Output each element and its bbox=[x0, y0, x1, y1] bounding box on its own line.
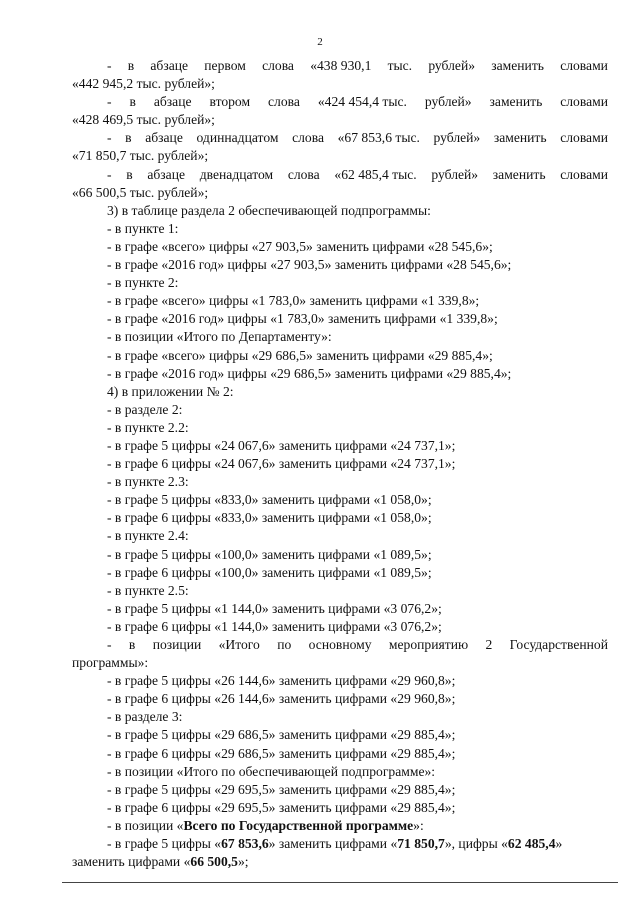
text-line bbox=[107, 835, 640, 853]
line-word: тыс. bbox=[387, 58, 413, 73]
line-word: 2 bbox=[485, 637, 493, 652]
line-word: по bbox=[277, 637, 292, 652]
line-word: заменить bbox=[493, 130, 547, 146]
line-word: заменить bbox=[492, 166, 546, 182]
text-line: - в графе 5 цифры «24 067,6» заменить цифрами «24 737,1»; bbox=[107, 437, 456, 453]
text-line bbox=[107, 129, 608, 147]
line-word: первом bbox=[204, 58, 246, 73]
line-text: - в графе 5 цифры « bbox=[107, 836, 222, 852]
line-word: «Итого bbox=[218, 637, 260, 652]
text-line: «442 945,2 тыс. рублей»; bbox=[72, 76, 215, 92]
text-line: - в графе «2016 год» цифры «27 903,5» заменить цифрами «28 545,6»; bbox=[107, 257, 512, 273]
text-line bbox=[107, 166, 608, 184]
text-line bbox=[107, 636, 608, 654]
bold-text: 71 850,7 bbox=[397, 836, 445, 852]
line-text: »: bbox=[413, 817, 424, 833]
line-word: рублей» bbox=[433, 130, 481, 146]
line-word: «67 853,6 тыс. bbox=[337, 130, 420, 146]
line-word: в bbox=[128, 637, 136, 652]
line-word: абзаце bbox=[153, 94, 192, 110]
line-word: рублей» bbox=[431, 166, 479, 182]
text-line bbox=[107, 817, 640, 835]
line-word: слова bbox=[292, 130, 324, 146]
text-line: - в графе 5 цифры «26 144,6» заменить цифрами «29 960,8»; bbox=[107, 673, 456, 689]
line-word: абзаце bbox=[145, 130, 183, 146]
line-word: в bbox=[129, 94, 136, 110]
line-text: - в позиции « bbox=[107, 817, 184, 833]
text-line: - в графе 5 цифры «29 695,5» заменить цифрами «29 885,4»; bbox=[107, 781, 456, 797]
text-line: - в пункте 2.2: bbox=[107, 419, 189, 435]
text-line: «71 850,7 тыс. рублей»; bbox=[72, 148, 209, 164]
text-line: - в графе 5 цифры «100,0» заменить цифрами «1 089,5»; bbox=[107, 546, 432, 562]
line-word: абзаце bbox=[147, 166, 186, 182]
line-word: - bbox=[107, 58, 112, 73]
text-line: - в графе 5 цифры «1 144,0» заменить цифрами «3 076,2»; bbox=[107, 600, 442, 616]
line-word: позиции bbox=[152, 637, 202, 652]
line-word: «62 485,4 тыс. bbox=[334, 166, 417, 182]
line-word: словами bbox=[560, 166, 608, 182]
text-line bbox=[107, 57, 608, 75]
text-line: «428 469,5 тыс. рублей»; bbox=[72, 112, 215, 128]
text-line: - в графе «всего» цифры «29 686,5» заменить цифрами «29 885,4»; bbox=[107, 347, 493, 363]
line-word: слова bbox=[268, 94, 300, 110]
text-line: - в графе 5 цифры «833,0» заменить цифрами «1 058,0»; bbox=[107, 492, 432, 508]
line-word: словами bbox=[560, 58, 608, 73]
line-word: двенадцатом bbox=[199, 166, 274, 182]
line-word: основному bbox=[308, 637, 372, 652]
footer-rule bbox=[62, 882, 618, 883]
text-line: - в графе 6 цифры «24 067,6» заменить цифрами «24 737,1»; bbox=[107, 456, 456, 472]
text-line: - в графе 6 цифры «29 686,5» заменить цифрами «29 885,4»; bbox=[107, 745, 456, 761]
line-text: », цифры « bbox=[444, 836, 508, 852]
line-word: - bbox=[107, 166, 112, 182]
line-word: слова bbox=[262, 58, 294, 73]
text-line bbox=[72, 853, 640, 871]
text-line: программы»: bbox=[72, 655, 149, 671]
line-word: Государственной bbox=[509, 637, 608, 652]
line-word: слова bbox=[287, 166, 320, 182]
text-line: 4) в приложении № 2: bbox=[107, 383, 234, 399]
text-line: - в графе «2016 год» цифры «1 783,0» заменить цифрами «1 339,8»; bbox=[107, 311, 498, 327]
bold-text: 67 853,6 bbox=[221, 836, 269, 852]
line-text: »; bbox=[237, 854, 249, 870]
text-line: «66 500,5 тыс. рублей»; bbox=[72, 184, 209, 200]
bold-text: Всего по Государственной программе bbox=[183, 817, 414, 833]
line-word: - bbox=[107, 637, 112, 652]
line-word: заменить bbox=[489, 94, 543, 110]
line-text: » заменить цифрами « bbox=[268, 836, 398, 852]
text-line: - в графе 6 цифры «100,0» заменить цифрами «1 089,5»; bbox=[107, 564, 432, 580]
text-line: 3) в таблице раздела 2 обеспечивающей подпрограммы: bbox=[107, 202, 431, 218]
text-line: - в графе 6 цифры «26 144,6» заменить цифрами «29 960,8»; bbox=[107, 691, 456, 707]
line-word: - bbox=[107, 130, 112, 146]
text-line: - в разделе 2: bbox=[107, 401, 183, 417]
text-line: - в графе 6 цифры «29 695,5» заменить цифрами «29 885,4»; bbox=[107, 799, 456, 815]
line-word: в bbox=[126, 166, 133, 182]
text-line: - в графе 6 цифры «1 144,0» заменить цифрами «3 076,2»; bbox=[107, 618, 442, 634]
line-word: «438 930,1 bbox=[310, 58, 372, 73]
line-word: абзаце bbox=[150, 58, 189, 73]
text-line: - в графе «всего» цифры «27 903,5» заменить цифрами «28 545,6»; bbox=[107, 238, 493, 254]
text-line: - в графе 6 цифры «833,0» заменить цифрами «1 058,0»; bbox=[107, 510, 432, 526]
bold-text: 62 485,4 bbox=[507, 836, 556, 852]
line-text: заменить цифрами « bbox=[72, 854, 191, 870]
line-word: втором bbox=[209, 94, 251, 110]
text-line: - в пункте 2.3: bbox=[107, 474, 189, 490]
text-line: - в графе «2016 год» цифры «29 686,5» заменить цифрами «29 885,4»; bbox=[107, 365, 512, 381]
line-word: заменить bbox=[491, 58, 544, 73]
text-line bbox=[107, 93, 608, 111]
line-word: в bbox=[127, 58, 135, 73]
text-line: - в пункте 1: bbox=[107, 220, 179, 236]
text-line: - в графе «всего» цифры «1 783,0» заменить цифрами «1 339,8»; bbox=[107, 293, 480, 309]
text-line: - в пункте 2: bbox=[107, 275, 179, 291]
line-word: рублей» bbox=[428, 58, 476, 73]
page-number: 2 bbox=[317, 36, 323, 48]
line-word: словами bbox=[560, 94, 608, 110]
line-text: » bbox=[555, 836, 563, 852]
text-line: - в разделе 3: bbox=[107, 709, 183, 725]
line-word: рублей» bbox=[424, 94, 472, 110]
text-line: - в графе 5 цифры «29 686,5» заменить цифрами «29 885,4»; bbox=[107, 727, 456, 743]
bold-text: 66 500,5 bbox=[190, 854, 238, 870]
text-line: - в позиции «Итого по обеспечивающей подпрограмме»: bbox=[107, 763, 436, 779]
line-word: мероприятию bbox=[388, 637, 469, 652]
line-word: «424 454,4 тыс. bbox=[317, 94, 407, 110]
document-body bbox=[0, 57, 640, 871]
line-word: словами bbox=[560, 130, 608, 146]
line-word: - bbox=[107, 94, 112, 110]
text-line: - в позиции «Итого по Департаменту»: bbox=[107, 329, 332, 345]
line-word: одиннадцатом bbox=[196, 130, 279, 146]
text-line: - в пункте 2.5: bbox=[107, 582, 189, 598]
line-word: в bbox=[125, 130, 132, 146]
text-line: - в пункте 2.4: bbox=[107, 528, 189, 544]
